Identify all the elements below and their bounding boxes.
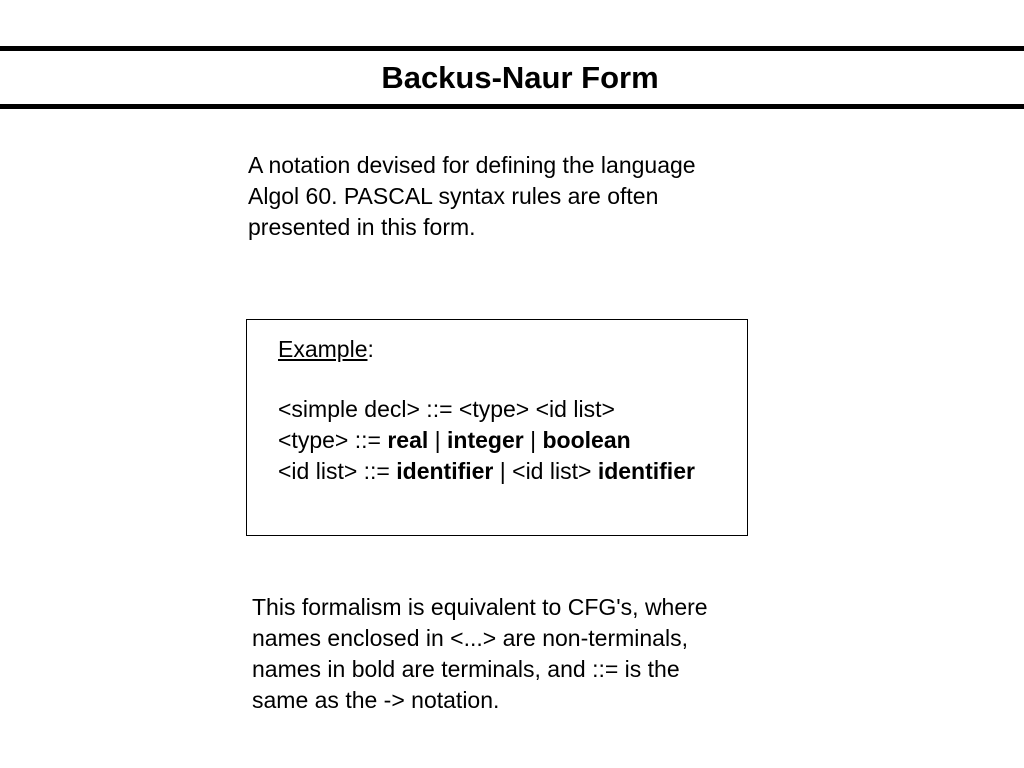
intro-paragraph xyxy=(248,150,788,243)
rule-lhs: <type> ::= xyxy=(278,427,388,453)
closing-paragraph xyxy=(252,592,792,716)
top-divider xyxy=(0,46,1024,51)
rule-text: <simple decl> ::= <type> <id list> xyxy=(278,396,615,422)
closing-line: names in bold are terminals, and ::= is the xyxy=(252,656,680,682)
bottom-divider xyxy=(0,104,1024,109)
example-heading-colon: : xyxy=(367,336,374,362)
grammar-rule-type xyxy=(278,425,695,456)
closing-line: same as the -> notation. xyxy=(252,687,500,713)
terminal-integer: integer xyxy=(447,427,524,453)
rule-middle: | <id list> xyxy=(493,458,598,484)
grammar-rule-id-list xyxy=(278,456,695,487)
rule-separator: | xyxy=(523,427,543,453)
terminal-identifier: identifier xyxy=(597,458,695,484)
rule-lhs: <id list> ::= xyxy=(278,458,397,484)
example-heading-word: Example xyxy=(278,336,368,362)
rule-separator: | xyxy=(428,427,448,453)
example-heading xyxy=(278,334,695,365)
intro-line: presented in this form. xyxy=(248,214,476,240)
intro-line: Algol 60. PASCAL syntax rules are often xyxy=(248,183,659,209)
slide-title: Backus-Naur Form xyxy=(381,60,659,95)
example-content xyxy=(278,334,695,487)
example-box xyxy=(246,319,748,536)
closing-line: names enclosed in <...> are non-terminals, xyxy=(252,625,688,651)
terminal-real: real xyxy=(387,427,429,453)
grammar-rule-simple-decl xyxy=(278,394,695,425)
terminal-boolean: boolean xyxy=(542,427,631,453)
intro-line: A notation devised for defining the language xyxy=(248,152,696,178)
terminal-identifier: identifier xyxy=(396,458,494,484)
closing-line: This formalism is equivalent to CFG's, where xyxy=(252,594,708,620)
